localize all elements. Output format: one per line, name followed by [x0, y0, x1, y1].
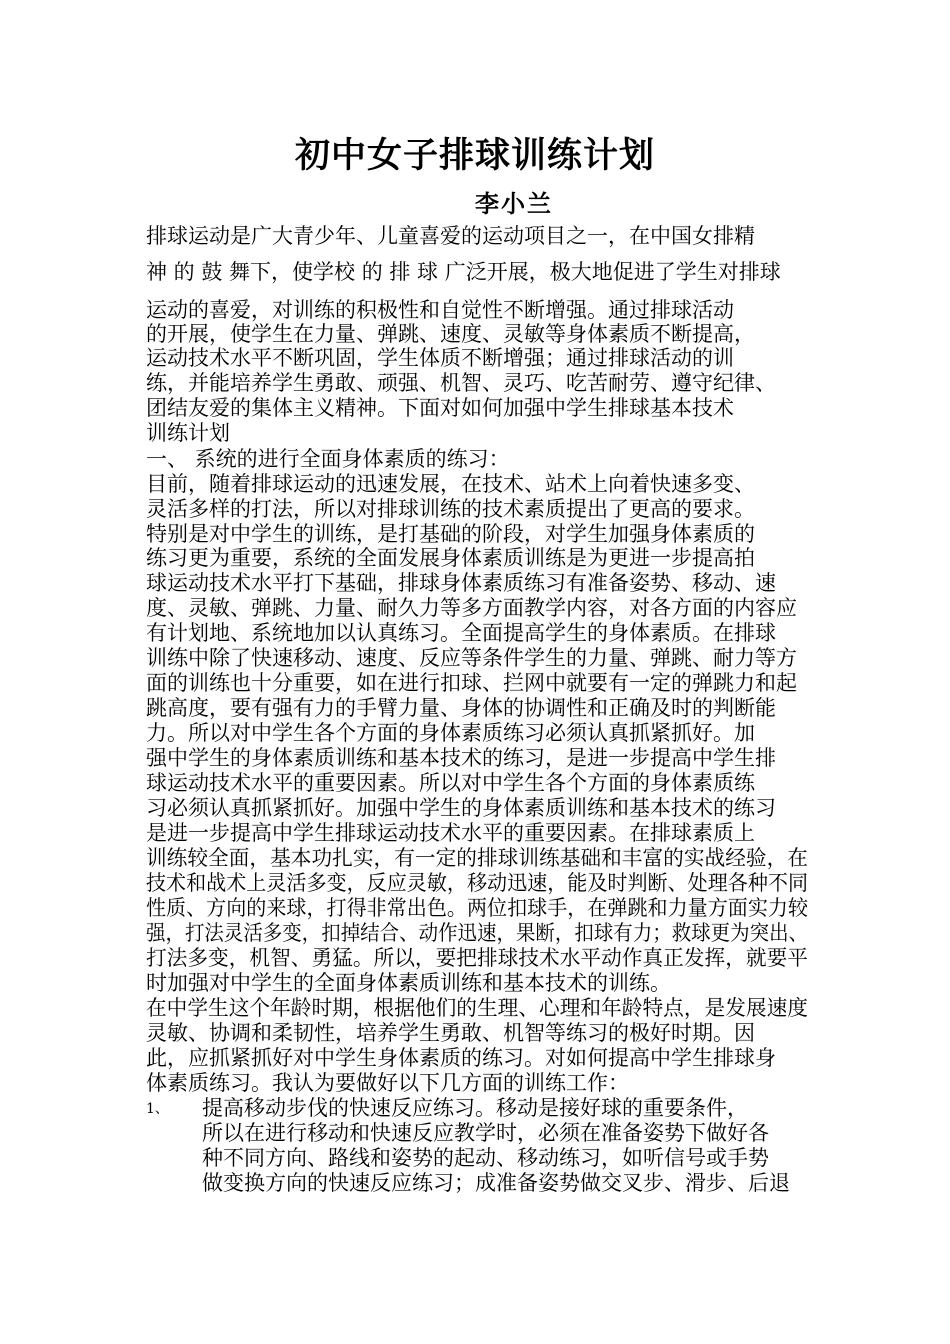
body-line: 目前，随着排球运动的迅速发展，在技术、站术上向着快速多变、 [146, 472, 755, 496]
body-line: 性质、方向的来球，打得非常出色。两位扣球手，在弹跳和力量方面实力较 [146, 896, 809, 920]
list-item-line: 提高移动步伐的快速反应练习。移动是接好球的重要条件， [202, 1096, 748, 1120]
body-line: 面的训练也十分重要，如在进行扣球、拦网中就要有一定的弹跳力和起 [146, 671, 797, 695]
body-line: 是进一步提高中学生排球运动技术水平的重要因素。在排球素质上 [146, 821, 755, 845]
intro-line: 排球运动是广大青少年、儿童喜爱的运动项目之一，在中国女排精 [146, 224, 755, 248]
body-line: 训练中除了快速移动、速度、反应等条件学生的力量、弹跳、耐力等方 [146, 646, 797, 670]
list-item-line: 所以在进行移动和快速反应教学时，必须在准备姿势下做好各 [202, 1121, 769, 1145]
body-line: 力。所以对中学生各个方面的身体素质练习必须认真抓紧抓好。加 [146, 721, 755, 745]
body-line: 有计划地、系统地加以认真练习。全面提高学生的身体素质。在排球 [146, 621, 776, 645]
body-line: 打法多变，机智、勇猛。所以，要把排球技术水平动作真正发挥，就要平 [146, 946, 808, 970]
body-line: 习必须认真抓紧抓好。加强中学生的身体素质训练和基本技术的练习 [146, 796, 776, 820]
list-item-line: 种不同方向、路线和姿势的起动、移动练习，如听信号或手势 [202, 1146, 769, 1170]
body-line: 球运动技术水平打下基础，排球身体素质练习有准备姿势、移动、速 [146, 571, 776, 595]
section-heading: 一、 系统的进行全面身体素质的练习： [146, 447, 510, 471]
intro-line: 训练计划 [146, 421, 230, 445]
intro-line: 运动技术水平不断巩固，学生体质不断增强；通过排球活动的训 [146, 346, 734, 370]
body-line: 训练较全面，基本功扎实，有一定的排球训练基础和丰富的实战经验，在 [146, 846, 808, 870]
body-line: 跳高度，要有强有力的手臂力量、身体的协调性和正确及时的判断能 [146, 696, 776, 720]
intro-line: 的开展，使学生在力量、弹跳、速度、灵敏等身体素质不断提高， [146, 322, 755, 346]
document-title: 初中女子排球训练计划 [294, 136, 655, 176]
body-line: 时加强对中学生的全面身体素质训练和基本技术的训练。 [146, 971, 671, 995]
body-line: 此，应抓紧抓好对中学生身体素质的练习。对如何提高中学生排球身 [146, 1046, 776, 1070]
body-line: 特别是对中学生的训练，是打基础的阶段，对学生加强身体素质的 [146, 522, 755, 546]
list-marker: 1、 [146, 1101, 169, 1117]
intro-line: 团结友爱的集体主义精神。下面对如何加强中学生排球基本技术 [146, 396, 734, 420]
body-line: 灵敏、协调和柔韧性，培养学生勇敢、机智等练习的极好时期。因 [146, 1021, 755, 1045]
body-line: 灵活多样的打法，所以对排球训练的技术素质提出了更高的要求。 [146, 497, 755, 521]
intro-line: 练，并能培养学生勇敢、顽强、机智、灵巧、吃苦耐劳、遵守纪律、 [146, 371, 776, 395]
body-line: 练习更为重要，系统的全面发展身体素质训练是为更进一步提高拍 [146, 546, 755, 570]
body-line: 强，打法灵活多变，扣掉结合、动作迅速，果断，扣球有力；救球更为突出、 [146, 921, 809, 945]
body-line: 技术和战术上灵活多变，反应灵敏，移动迅速，能及时判断、处理各种不同 [146, 871, 809, 895]
body-line: 强中学生的身体素质训练和基本技术的练习，是进一步提高中学生排 [146, 746, 776, 770]
body-line: 在中学生这个年龄时期，根据他们的生理、心理和年龄特点，是发展速度 [146, 996, 808, 1020]
list-item-line: 做变换方向的快速反应练习；成准备姿势做交叉步、滑步、后退 [202, 1171, 790, 1195]
intro-line: 运动的喜爱，对训练的积极性和自觉性不断增强。通过排球活动 [146, 298, 734, 322]
body-line: 球运动技术水平的重要因素。所以对中学生各个方面的身体素质练 [146, 771, 755, 795]
body-line: 体素质练习。我认为要做好以下几方面的训练工作： [146, 1071, 629, 1095]
intro-line: 神 的 鼓 舞下，使学校 的 排 球 广泛开展，极大地促进了学生对排球 [146, 260, 781, 284]
document-author: 李小兰 [475, 190, 553, 218]
body-line: 度、灵敏、弹跳、力量、耐久力等多方面教学内容，对各方面的内容应 [146, 596, 797, 620]
